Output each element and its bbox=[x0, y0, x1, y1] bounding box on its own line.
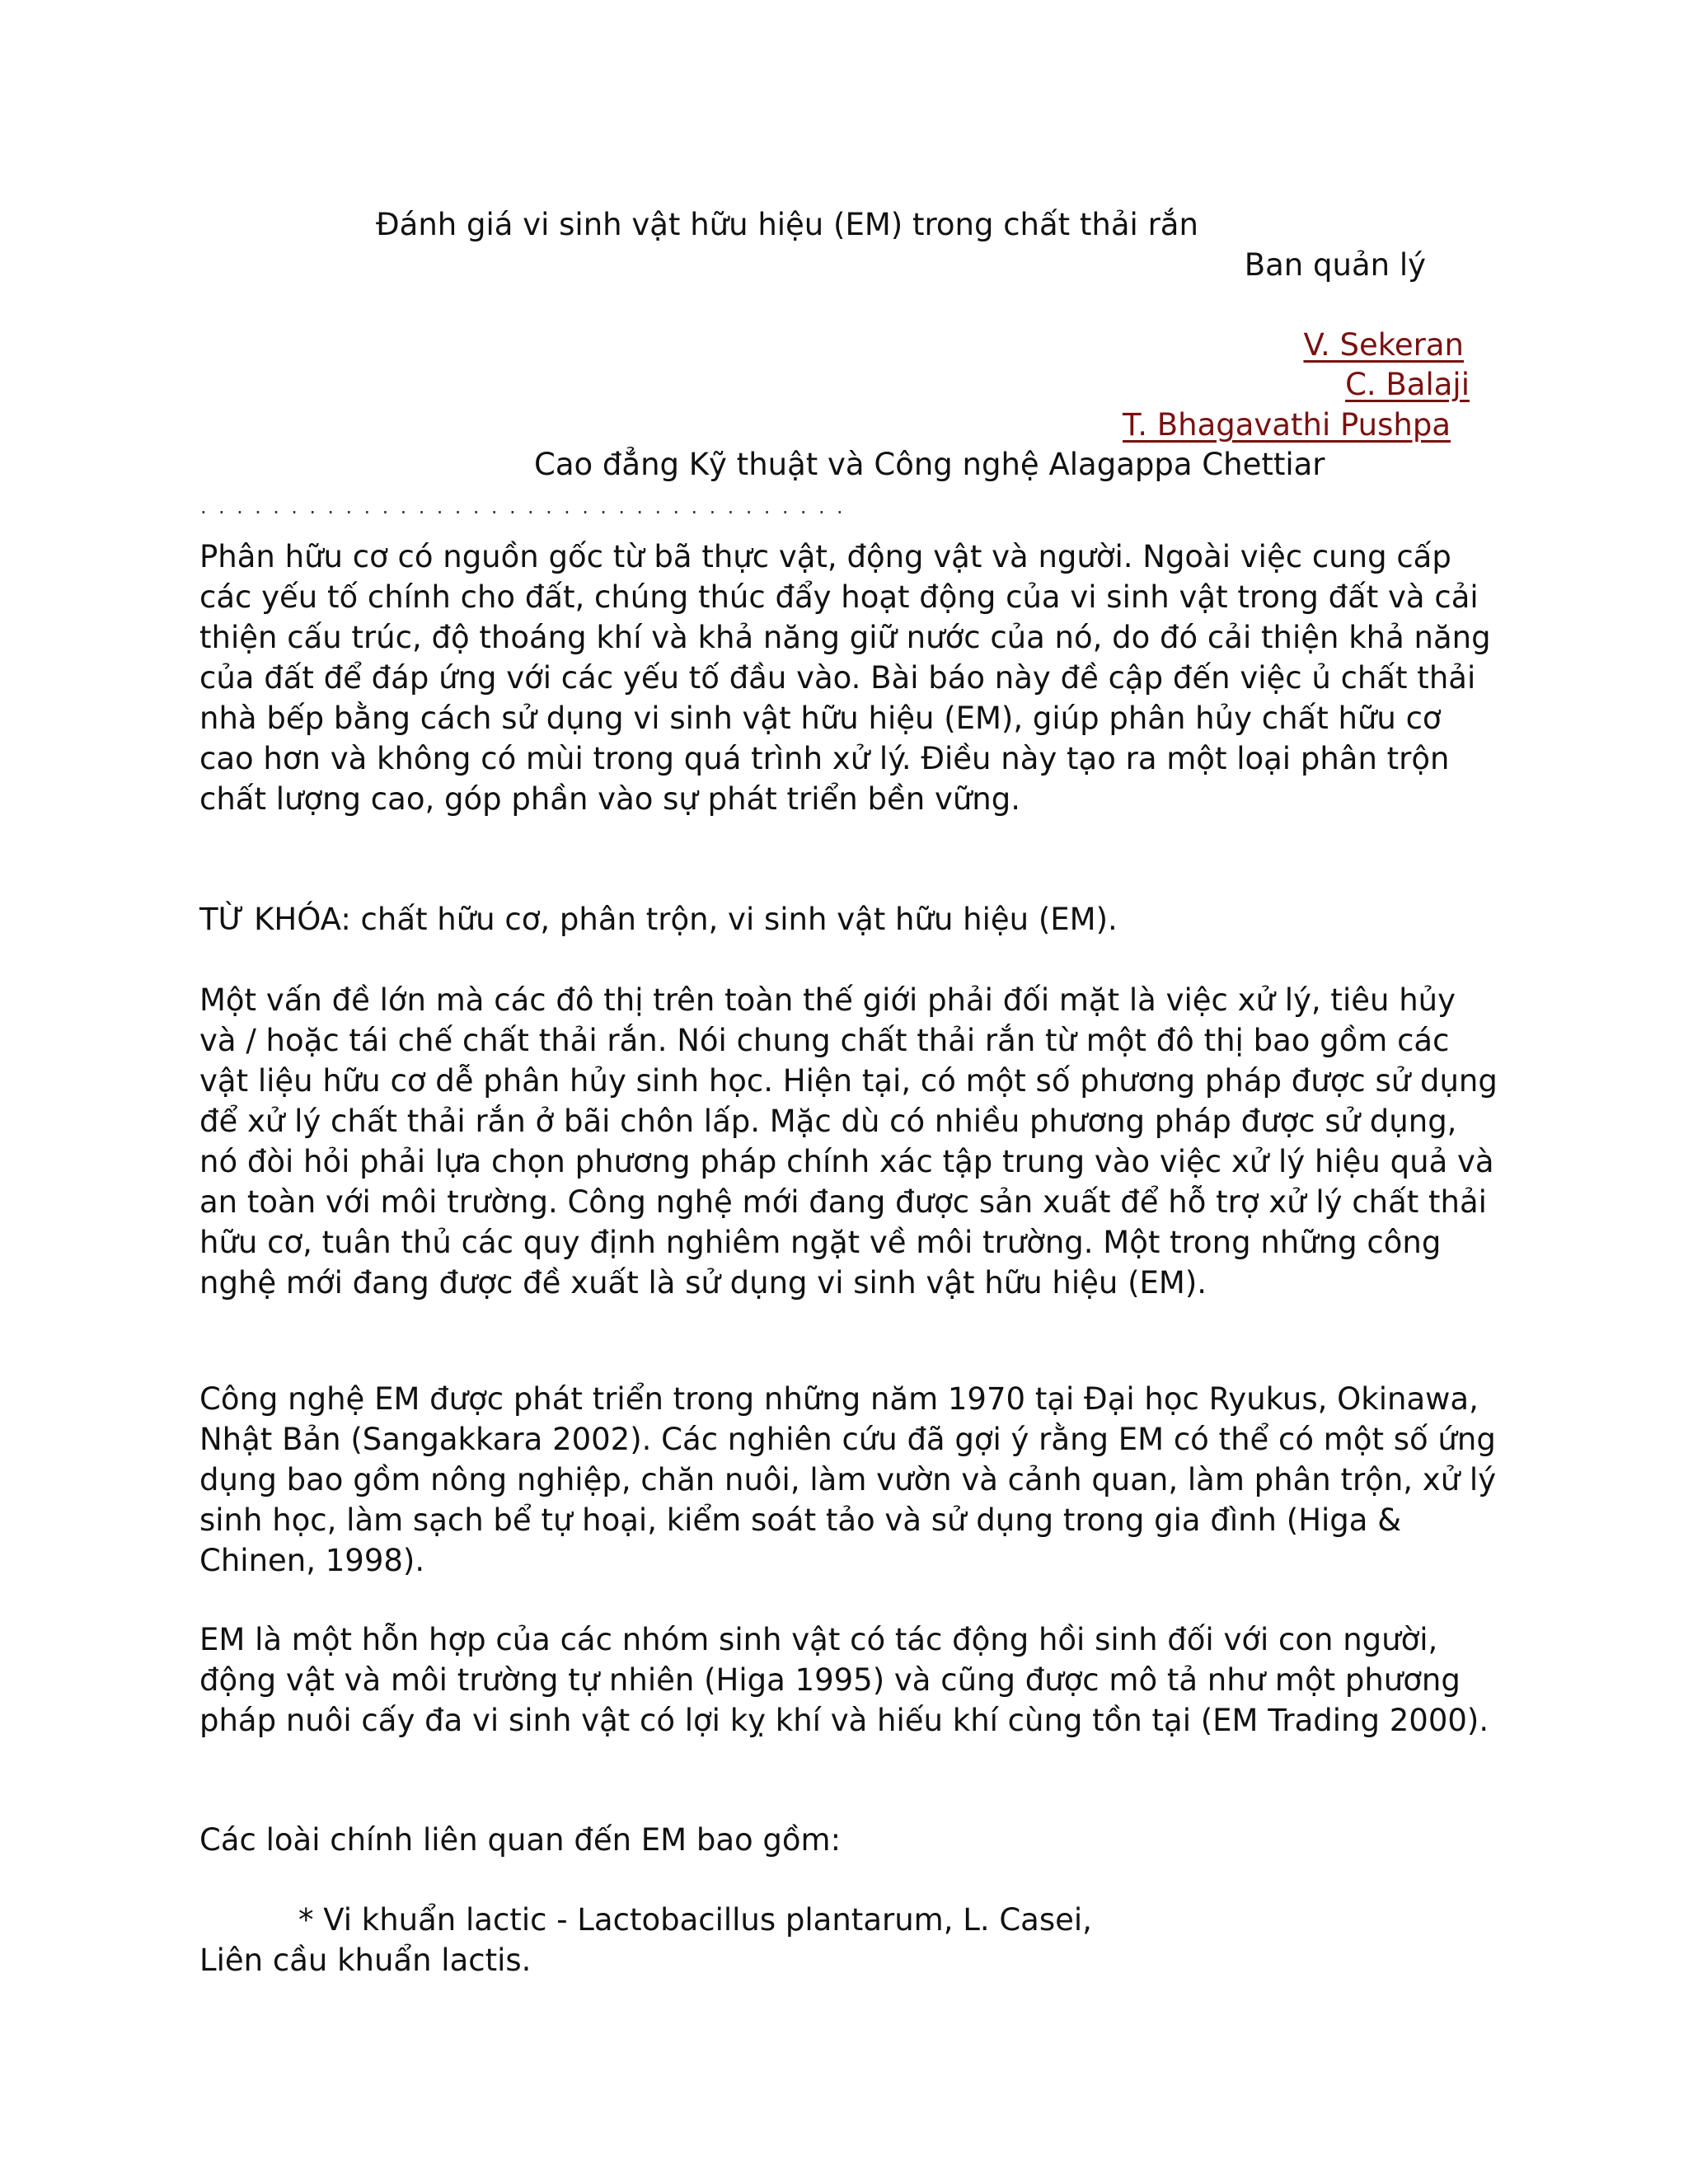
bullet-item-continuation: Liên cầu khuẩn lactis. bbox=[199, 1943, 532, 1978]
affiliation: Cao đẳng Kỹ thuật và Công nghệ Alagappa Chettiar bbox=[534, 447, 1325, 482]
abstract-paragraph: Phân hữu cơ có nguồn gốc từ bã thực vật, động vật và người. Ngoài việc cung cấp các yếu tố chính cho đất, chúng thúc đẩy hoạt động của vi sinh vật trong đất và cải thiện cấu trúc, độ thoáng khí và khả năng giữ nước của nó, do đó cải thiện khả năng của đất để đáp ứng với các yếu tố đầu vào. Bài báo này đề cập đến việc ủ chất thải nhà bếp bằng cách sử dụng vi sinh vật hữu hiệu (EM), giúp phân hủy chất hữu cơ cao hơn và không có mùi trong quá trình xử lý. Điều này tạo ra một loại phân trộn chất lượng cao, góp phần vào sự phát triển bền vững. bbox=[199, 539, 1491, 817]
intro-paragraph-4: Các loài chính liên quan đến EM bao gồm: bbox=[199, 1822, 842, 1858]
author-link-3[interactable]: T. Bhagavathi Pushpa bbox=[1123, 407, 1451, 443]
bullet-item-first-line: * Vi khuẩn lactic - Lactobacillus plantarum, L. Casei, bbox=[298, 1902, 1092, 1938]
document-title: Đánh giá vi sinh vật hữu hiệu (EM) trong chất thải rắn bbox=[376, 207, 1198, 242]
intro-paragraph-3: EM là một hỗn hợp của các nhóm sinh vật có tác động hồi sinh đối với con người, động vật và môi trường tự nhiên (Higa 1995) và cũng được mô tả như một phương pháp nuôi cấy đa vi sinh vật có lợi kỵ khí và hiếu khí cùng tồn tại (EM Trading 2000). bbox=[199, 1622, 1489, 1738]
dotted-separator: . . . . . . . . . . . . . . . . . . . . . . . . . . . . . . . . . . . . bbox=[200, 495, 846, 518]
intro-paragraph-1: Một vấn đề lớn mà các đô thị trên toàn thế giới phải đối mặt là việc xử lý, tiêu hủy và / hoặc tái chế chất thải rắn. Nói chung chất thải rắn từ một đô thị bao gồm các vật liệu hữu cơ dễ phân hủy sinh học. Hiện tại, có một số phương pháp được sử dụng để xử lý chất thải rắn ở bãi chôn lấp. Mặc dù có nhiều phương pháp được sử dụng, nó đòi hỏi phải lựa chọn phương pháp chính xác tập trung vào việc xử lý hiệu quả và an toàn với môi trường. Công nghệ mới đang được sản xuất để hỗ trợ xử lý chất thải hữu cơ, tuân thủ các quy định nghiêm ngặt về môi trường. Một trong những công nghệ mới đang được đề xuất là sử dụng vi sinh vật hữu hiệu (EM). bbox=[199, 982, 1498, 1301]
author-link-1[interactable]: V. Sekeran bbox=[1303, 327, 1464, 363]
author-link-2[interactable]: C. Balaji bbox=[1345, 367, 1470, 402]
intro-paragraph-2: Công nghệ EM được phát triển trong những năm 1970 tại Đại học Ryukus, Okinawa, Nhật Bản (Sangakkara 2002). Các nghiên cứu đã gợi ý rằng EM có thể có một số ứng dụng bao gồm nông nghiệp, chăn nuôi, làm vườn và cảnh quan, làm phân trộn, xử lý sinh học, làm sạch bể tự hoại, kiểm soát tảo và sử dụng trong gia đình (Higa & Chinen, 1998). bbox=[199, 1381, 1497, 1578]
keywords-paragraph: TỪ KHÓA: chất hữu cơ, phân trộn, vi sinh vật hữu hiệu (EM). bbox=[199, 902, 1118, 937]
document-subtitle: Ban quản lý bbox=[1244, 247, 1426, 283]
